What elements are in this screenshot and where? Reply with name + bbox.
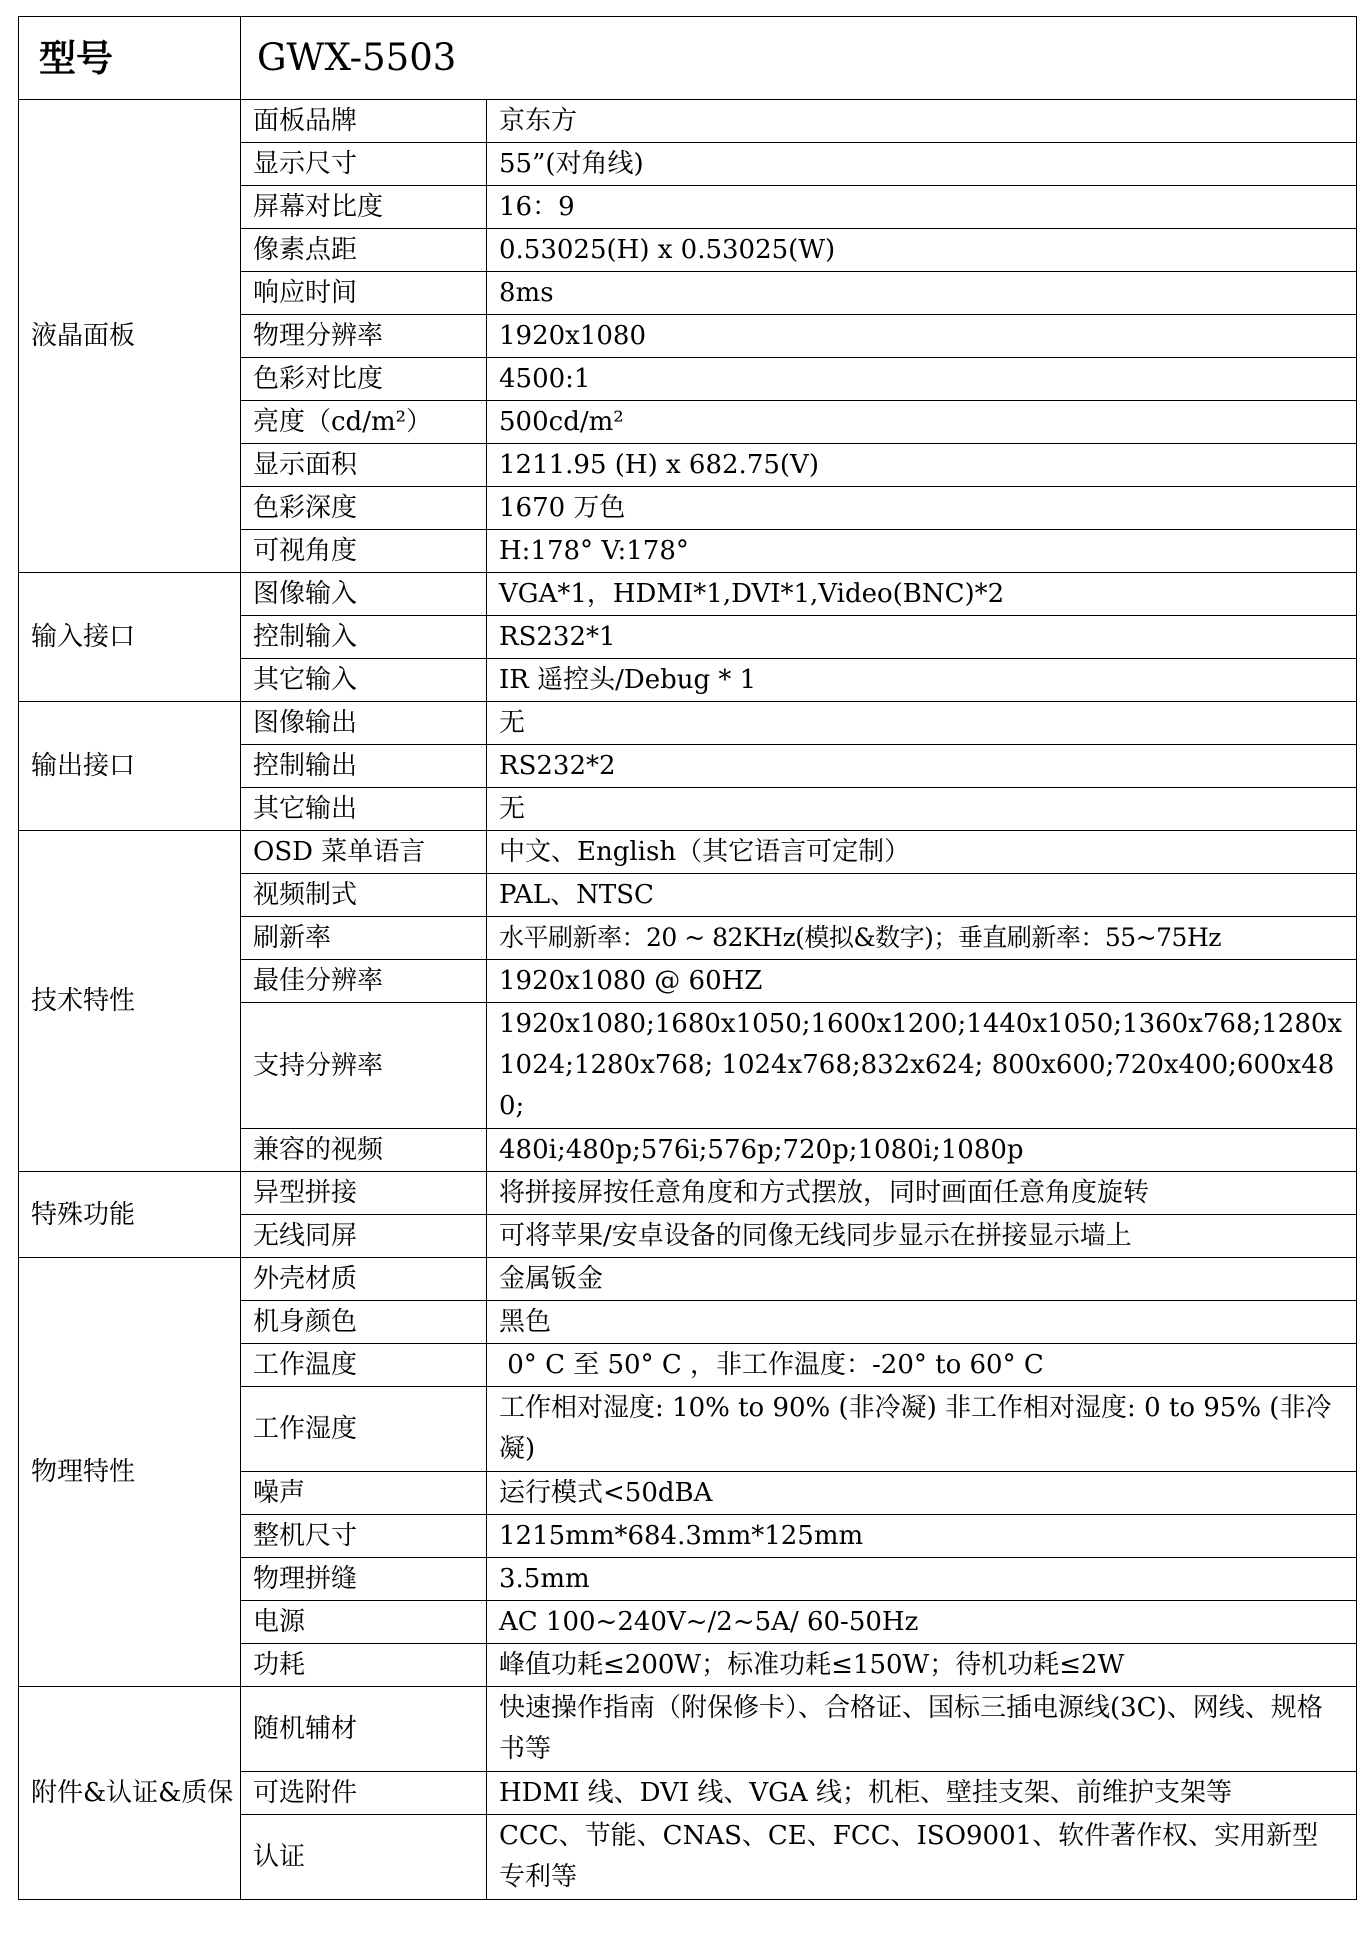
group-physical-features: 物理特性 xyxy=(19,1258,241,1687)
param-label: 响应时间 xyxy=(241,272,487,315)
param-value: 将拼接屏按任意角度和方式摆放，同时画面任意角度旋转 xyxy=(487,1172,1357,1215)
param-value: 黑色 xyxy=(487,1301,1357,1344)
param-value: 1670 万色 xyxy=(487,487,1357,530)
param-label: 物理拼缝 xyxy=(241,1558,487,1601)
param-value: 0.53025(H) x 0.53025(W) xyxy=(487,229,1357,272)
spec-row xyxy=(19,702,1357,745)
param-label: 物理分辨率 xyxy=(241,315,487,358)
param-value: 55”(对角线) xyxy=(487,143,1357,186)
param-value: H:178° V:178° xyxy=(487,530,1357,573)
spec-row xyxy=(19,100,1357,143)
param-value: 3.5mm xyxy=(487,1558,1357,1601)
param-value: 1920x1080 @ 60HZ xyxy=(487,960,1357,1003)
param-label: 工作温度 xyxy=(241,1344,487,1387)
param-label: 像素点距 xyxy=(241,229,487,272)
param-value: 京东方 xyxy=(487,100,1357,143)
param-label: 可选附件 xyxy=(241,1772,487,1815)
param-label: 工作湿度 xyxy=(241,1387,487,1472)
param-label: 电源 xyxy=(241,1601,487,1644)
param-value: 1215mm*684.3mm*125mm xyxy=(487,1515,1357,1558)
param-label: 功耗 xyxy=(241,1644,487,1687)
param-value: VGA*1，HDMI*1,DVI*1,Video(BNC)*2 xyxy=(487,573,1357,616)
param-label: 其它输出 xyxy=(241,788,487,831)
spec-table xyxy=(18,16,1357,1900)
param-label: 色彩对比度 xyxy=(241,358,487,401)
param-value: 4500:1 xyxy=(487,358,1357,401)
param-label: 无线同屏 xyxy=(241,1215,487,1258)
param-label: 整机尺寸 xyxy=(241,1515,487,1558)
param-value: HDMI 线、DVI 线、VGA 线；机柜、壁挂支架、前维护支架等 xyxy=(487,1772,1357,1815)
param-value: 快速操作指南（附保修卡）、合格证、国标三插电源线(3C)、网线、规格书等 xyxy=(487,1687,1357,1772)
param-value: 金属钣金 xyxy=(487,1258,1357,1301)
param-value: 16：9 xyxy=(487,186,1357,229)
param-value: 8ms xyxy=(487,272,1357,315)
group-output-interface: 输出接口 xyxy=(19,702,241,831)
param-label: OSD 菜单语言 xyxy=(241,831,487,874)
model-label: 型号 xyxy=(19,17,241,100)
group-accessories-certification-warranty: 附件&认证&质保 xyxy=(19,1687,241,1900)
param-label: 支持分辨率 xyxy=(241,1003,487,1129)
param-label: 显示面积 xyxy=(241,444,487,487)
param-label: 其它输入 xyxy=(241,659,487,702)
param-value: 0° C 至 50° C ，非工作温度：-20° to 60° C xyxy=(487,1344,1357,1387)
model-value: GWX-5503 xyxy=(241,17,1357,100)
param-value: IR 遥控头/Debug * 1 xyxy=(487,659,1357,702)
param-value: 500cd/m² xyxy=(487,401,1357,444)
group-technical-features: 技术特性 xyxy=(19,831,241,1172)
group-special-functions: 特殊功能 xyxy=(19,1172,241,1258)
param-label: 亮度（cd/m²） xyxy=(241,401,487,444)
spec-row xyxy=(19,1687,1357,1772)
spec-row xyxy=(19,831,1357,874)
group-lcd-panel: 液晶面板 xyxy=(19,100,241,573)
param-label: 刷新率 xyxy=(241,917,487,960)
param-label: 外壳材质 xyxy=(241,1258,487,1301)
param-value: 480i;480p;576i;576p;720p;1080i;1080p xyxy=(487,1129,1357,1172)
param-label: 控制输出 xyxy=(241,745,487,788)
model-row xyxy=(19,17,1357,100)
spec-row xyxy=(19,1258,1357,1301)
param-label: 最佳分辨率 xyxy=(241,960,487,1003)
param-value: 水平刷新率：20 ~ 82KHz(模拟&数字)；垂直刷新率：55~75Hz xyxy=(487,917,1357,960)
spec-row xyxy=(19,573,1357,616)
param-label: 控制输入 xyxy=(241,616,487,659)
param-value: 1920x1080;1680x1050;1600x1200;1440x1050;1360x768;1280x1024;1280x768; 1024x768;832x624; 800x600;720x400;600x480; xyxy=(487,1003,1357,1129)
param-value: RS232*1 xyxy=(487,616,1357,659)
param-label: 屏幕对比度 xyxy=(241,186,487,229)
param-value: 无 xyxy=(487,788,1357,831)
param-label: 色彩深度 xyxy=(241,487,487,530)
param-label: 机身颜色 xyxy=(241,1301,487,1344)
param-value: RS232*2 xyxy=(487,745,1357,788)
param-label: 异型拼接 xyxy=(241,1172,487,1215)
param-value: PAL、NTSC xyxy=(487,874,1357,917)
param-value: 工作相对湿度: 10% to 90% (非冷凝) 非工作相对湿度: 0 to 95% (非冷凝) xyxy=(487,1387,1357,1472)
param-label: 随机辅材 xyxy=(241,1687,487,1772)
param-value: AC 100~240V~/2~5A/ 60-50Hz xyxy=(487,1601,1357,1644)
param-value: 峰值功耗≤200W；标准功耗≤150W；待机功耗≤2W xyxy=(487,1644,1357,1687)
param-label: 显示尺寸 xyxy=(241,143,487,186)
param-value: CCC、节能、CNAS、CE、FCC、ISO9001、软件著作权、实用新型专利等 xyxy=(487,1815,1357,1900)
param-label: 面板品牌 xyxy=(241,100,487,143)
param-value: 运行模式<50dBA xyxy=(487,1472,1357,1515)
param-value: 中文、English（其它语言可定制） xyxy=(487,831,1357,874)
param-label: 认证 xyxy=(241,1815,487,1900)
param-value: 1211.95 (H) x 682.75(V) xyxy=(487,444,1357,487)
param-label: 图像输入 xyxy=(241,573,487,616)
param-label: 噪声 xyxy=(241,1472,487,1515)
group-input-interface: 输入接口 xyxy=(19,573,241,702)
param-label: 可视角度 xyxy=(241,530,487,573)
param-value: 无 xyxy=(487,702,1357,745)
param-label: 视频制式 xyxy=(241,874,487,917)
param-label: 兼容的视频 xyxy=(241,1129,487,1172)
param-value: 1920x1080 xyxy=(487,315,1357,358)
spec-row xyxy=(19,1172,1357,1215)
param-value: 可将苹果/安卓设备的同像无线同步显示在拼接显示墙上 xyxy=(487,1215,1357,1258)
param-label: 图像输出 xyxy=(241,702,487,745)
